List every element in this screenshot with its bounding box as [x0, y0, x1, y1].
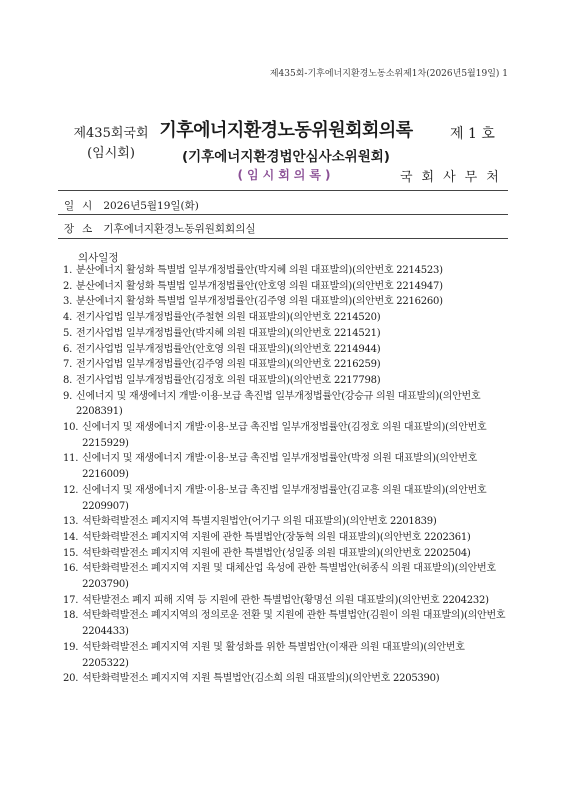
agenda-item-text: 신에너지 및 재생에너지 개발·이용·보급 촉진법 일부개정법률안(김정호 의원 대표발의)(의안번호 2215929): [82, 422, 487, 449]
divider-middle: [58, 214, 508, 215]
issue-number: 제 1 호: [450, 126, 495, 142]
agenda-item: [63, 483, 509, 514]
session-info: [66, 124, 156, 164]
agenda-item-text: 석탄화력발전소 폐지지역 특별지원법안(어기구 의원 대표발의)(의안번호 2201839): [82, 516, 437, 528]
agenda-item-text: 석탄화력발전소 폐지지역 지원 및 대체산업 육성에 관한 특별법안(허종식 의원 대표발의)(의안번호 2203790): [82, 563, 496, 591]
agenda-item-text: 전기사업법 일부개정법률안(주철현 의원 대표발의)(의안번호 2214520): [76, 312, 381, 324]
agenda-item-number: 4.: [63, 312, 73, 324]
session-type: (임시회): [87, 146, 135, 161]
agenda-item-number: 2.: [63, 280, 73, 292]
agenda-item-number: 12.: [63, 484, 79, 496]
agenda-item: [63, 357, 509, 373]
agenda-item-text: 전기사업법 일부개정법률안(김정호 의원 대표발의)(의안번호 2217798): [76, 374, 381, 386]
agenda-item-number: 16.: [63, 563, 79, 575]
minutes-kind: (임시회의록): [237, 168, 335, 182]
date-label: 일시: [64, 200, 101, 212]
document-title: [158, 116, 414, 183]
agenda-item: [63, 561, 509, 592]
agenda-item-number: 19.: [63, 641, 79, 653]
agenda-item-text: 전기사업법 일부개정법률안(김주영 의원 대표발의)(의안번호 2216259): [76, 359, 381, 371]
agenda-item: [63, 593, 509, 609]
subcommittee-name: (기후에너지환경법안심사소위원회): [182, 149, 390, 165]
agenda-item-number: 14.: [63, 531, 79, 543]
agenda-item: [63, 514, 509, 530]
divider-bottom: [58, 238, 508, 239]
agenda-item-number: 20.: [63, 673, 79, 685]
divider-top: [58, 190, 508, 191]
agenda-item-number: 6.: [63, 343, 73, 355]
agenda-item-text: 신에너지 및 재생에너지 개발·이용·보급 촉진법 일부개정법률안(박정 의원 대표발의)(의안번호 2216009): [82, 453, 478, 481]
agenda-item: [63, 608, 509, 639]
agenda-item: [63, 546, 509, 562]
agenda-item-text: 석탄화력발전소 폐지지역 지원에 관한 특별법안(장동혁 의원 대표발의)(의안번호 2202361): [82, 531, 471, 543]
agenda-heading: 의사일정: [78, 252, 119, 264]
agenda-item-text: 분산에너지 활성화 특별법 일부개정법률안(안호영 의원 대표발의)(의안번호 2214947): [76, 280, 443, 292]
agenda-item-number: 3.: [63, 296, 73, 308]
agenda-item: [63, 373, 509, 389]
date-value: 2026년5월19일(화): [103, 200, 199, 212]
agenda-item: [63, 530, 509, 546]
agenda-item-number: 1.: [63, 265, 73, 276]
agenda-item: [63, 451, 509, 482]
place-label: 장소: [64, 223, 101, 235]
agenda-item-text: 신에너지 및 재생에너지 개발·이용·보급 촉진법 일부개정법률안(김교흥 의원 대표발의)(의안번호 2209907): [82, 484, 487, 512]
agenda-item-number: 5.: [63, 327, 73, 339]
agenda-item-text: 전기사업법 일부개정법률안(박지혜 의원 대표발의)(의안번호 2214521): [76, 327, 381, 339]
committee-name: 기후에너지환경노동위원회회의록: [159, 120, 413, 141]
agenda-item: [63, 279, 509, 295]
agenda-item: [63, 294, 509, 310]
agenda-item-text: 석탄화력발전소 폐지지역의 정의로운 전환 및 지원에 관한 특별법안(김원이 의원 대표발의)(의안번호 2204433): [82, 610, 506, 638]
agenda-item: [63, 389, 509, 420]
agenda-item-text: 분산에너지 활성화 특별법 일부개정법률안(김주영 의원 대표발의)(의안번호 2216260): [76, 296, 443, 308]
agenda-item-number: 13.: [63, 516, 79, 528]
agenda-item-text: 분산에너지 활성화 특별법 일부개정법률안(박지혜 의원 대표발의)(의안번호 2214523): [76, 265, 443, 276]
session-number: 제435회국회: [73, 126, 149, 141]
agenda-item: [63, 640, 509, 671]
agenda-item: [63, 342, 509, 358]
agenda-item: [63, 671, 509, 687]
agenda-list: [63, 263, 509, 687]
agenda-item-number: 7.: [63, 359, 73, 371]
agenda-item-number: 9.: [63, 390, 73, 402]
agenda-item-text: 석탄화력발전소 폐지지역 지원 특별법안(김소희 의원 대표발의)(의안번호 2205390): [82, 673, 440, 685]
agenda-item-number: 10.: [63, 422, 79, 434]
agenda-item-text: 신에너지 및 재생에너지 개발·이용·보급 촉진법 일부개정법률안(강승규 의원 대표발의)(의안번호 2208391): [76, 390, 481, 418]
agenda-item: [63, 420, 509, 451]
agenda-item-number: 18.: [63, 610, 79, 622]
agenda-item: [63, 326, 509, 342]
agenda-item-number: 8.: [63, 374, 73, 386]
agenda-item-number: 11.: [63, 453, 79, 465]
meta-place-row: [64, 221, 256, 236]
agenda-item-text: 석탄화력발전소 폐지지역 지원 및 활성화를 위한 특별법안(이재관 의원 대표발의)(의안번호 2205322): [82, 641, 465, 669]
meta-date-row: [64, 198, 199, 213]
agenda-item: [63, 310, 509, 326]
place-value: 기후에너지환경노동위원회회의실: [103, 223, 256, 235]
running-header: 제435회-기후에너지환경노동소위제1차(2026년5월19일) 1: [269, 69, 508, 79]
agenda-item: [63, 263, 509, 279]
agenda-item-number: 17.: [63, 594, 79, 606]
issuer: 국회사무처: [400, 170, 508, 185]
agenda-item-text: 석탄화력발전소 폐지지역 지원에 관한 특별법안(성일종 의원 대표발의)(의안번호 2202504): [82, 547, 471, 559]
agenda-item-text: 석탄발전소 폐지 피해 지역 등 지원에 관한 특별법안(황명선 의원 대표발의)(의안번호 2204232): [82, 594, 489, 606]
agenda-item-number: 15.: [63, 547, 79, 559]
agenda-item-text: 전기사업법 일부개정법률안(안호영 의원 대표발의)(의안번호 2214944): [76, 343, 381, 355]
